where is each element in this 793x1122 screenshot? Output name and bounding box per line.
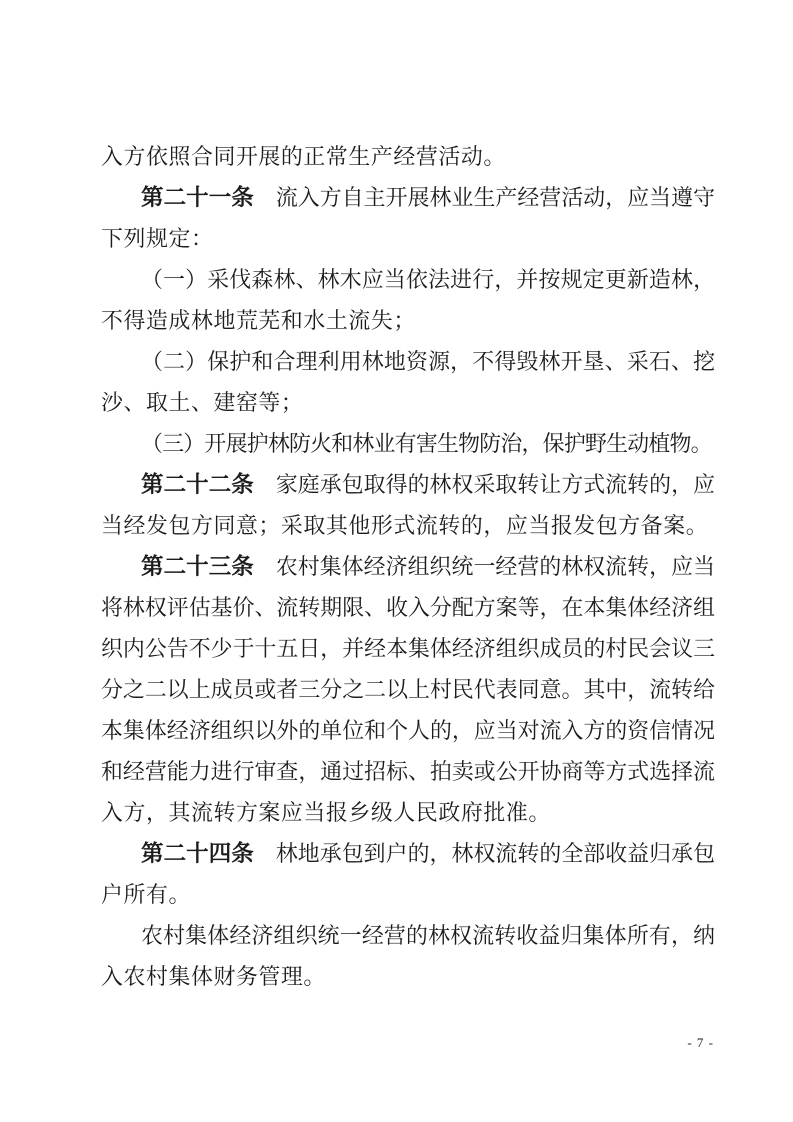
text-line [101,464,715,505]
paragraph [101,546,715,833]
paragraph [101,915,715,997]
article-number: 第二十一条 [141,185,254,210]
body-text: （三）开展护林防火和林业有害生物防治，保护野生动植物。 [141,431,712,456]
text-line [101,833,715,874]
text-line [101,382,715,423]
body-text: 入方依照合同开展的正常生产经营活动。 [101,144,506,169]
article-number: 第二十二条 [141,472,254,497]
body-text: 沙、取土、建窑等； [101,390,304,415]
text-line [101,177,715,218]
text-line [101,751,715,792]
paragraph [101,259,715,341]
text-line [101,546,715,587]
body-text: 户所有。 [101,882,191,907]
text-line [101,300,715,341]
text-line [101,628,715,669]
body-text: 林地承包到户的，林权流转的全部收益归承包 [253,841,715,866]
body-text: 本集体经济组织以外的单位和个人的，应当对流入方的资信情况 [101,718,715,743]
paragraph [101,423,715,464]
paragraph [101,136,715,177]
paragraph [101,341,715,423]
text-line [101,669,715,710]
text-line [101,956,715,997]
text-line [101,218,715,259]
body-text: （一）采伐森林、林木应当依法进行，并按规定更新造林， [141,267,715,292]
text-line [101,710,715,751]
body-text: 和经营能力进行审查，通过招标、拍卖或公开协商等方式选择流 [101,759,715,784]
paragraph [101,177,715,259]
body-text: 织内公告不少于十五日，并经本集体经济组织成员的村民会议三 [101,636,715,661]
body-text: 农村集体经济组织统一经营的林权流转，应当 [253,554,715,579]
page-number: - 7 - [687,1035,714,1050]
body-text: （二）保护和合理利用林地资源，不得毁林开垦、采石、挖 [141,349,715,374]
body-text: 当经发包方同意；采取其他形式流转的，应当报发包方备案。 [101,513,709,538]
body-text: 下列规定： [101,226,214,251]
body-text: 入农村集体财务管理。 [101,964,326,989]
text-line [101,136,715,177]
body-text: 不得造成林地荒芜和水土流失； [101,308,416,333]
text-line [101,792,715,833]
document-body [101,136,715,997]
text-line [101,915,715,956]
body-text: 家庭承包取得的林权采取转让方式流转的，应 [253,472,715,497]
text-line [101,874,715,915]
article-number: 第二十四条 [141,841,254,866]
text-line [101,587,715,628]
body-text: 入方，其流转方案应当报乡级人民政府批准。 [101,800,551,825]
body-text: 农村集体经济组织统一经营的林权流转收益归集体所有，纳 [141,923,715,948]
text-line [101,423,715,464]
text-line [101,341,715,382]
paragraph [101,833,715,915]
text-line [101,259,715,300]
body-text: 流入方自主开展林业生产经营活动，应当遵守 [253,185,715,210]
body-text: 将林权评估基价、流转期限、收入分配方案等，在本集体经济组 [101,595,715,620]
paragraph [101,464,715,546]
text-line [101,505,715,546]
body-text: 分之二以上成员或者三分之二以上村民代表同意。其中，流转给 [101,677,715,702]
article-number: 第二十三条 [141,554,254,579]
